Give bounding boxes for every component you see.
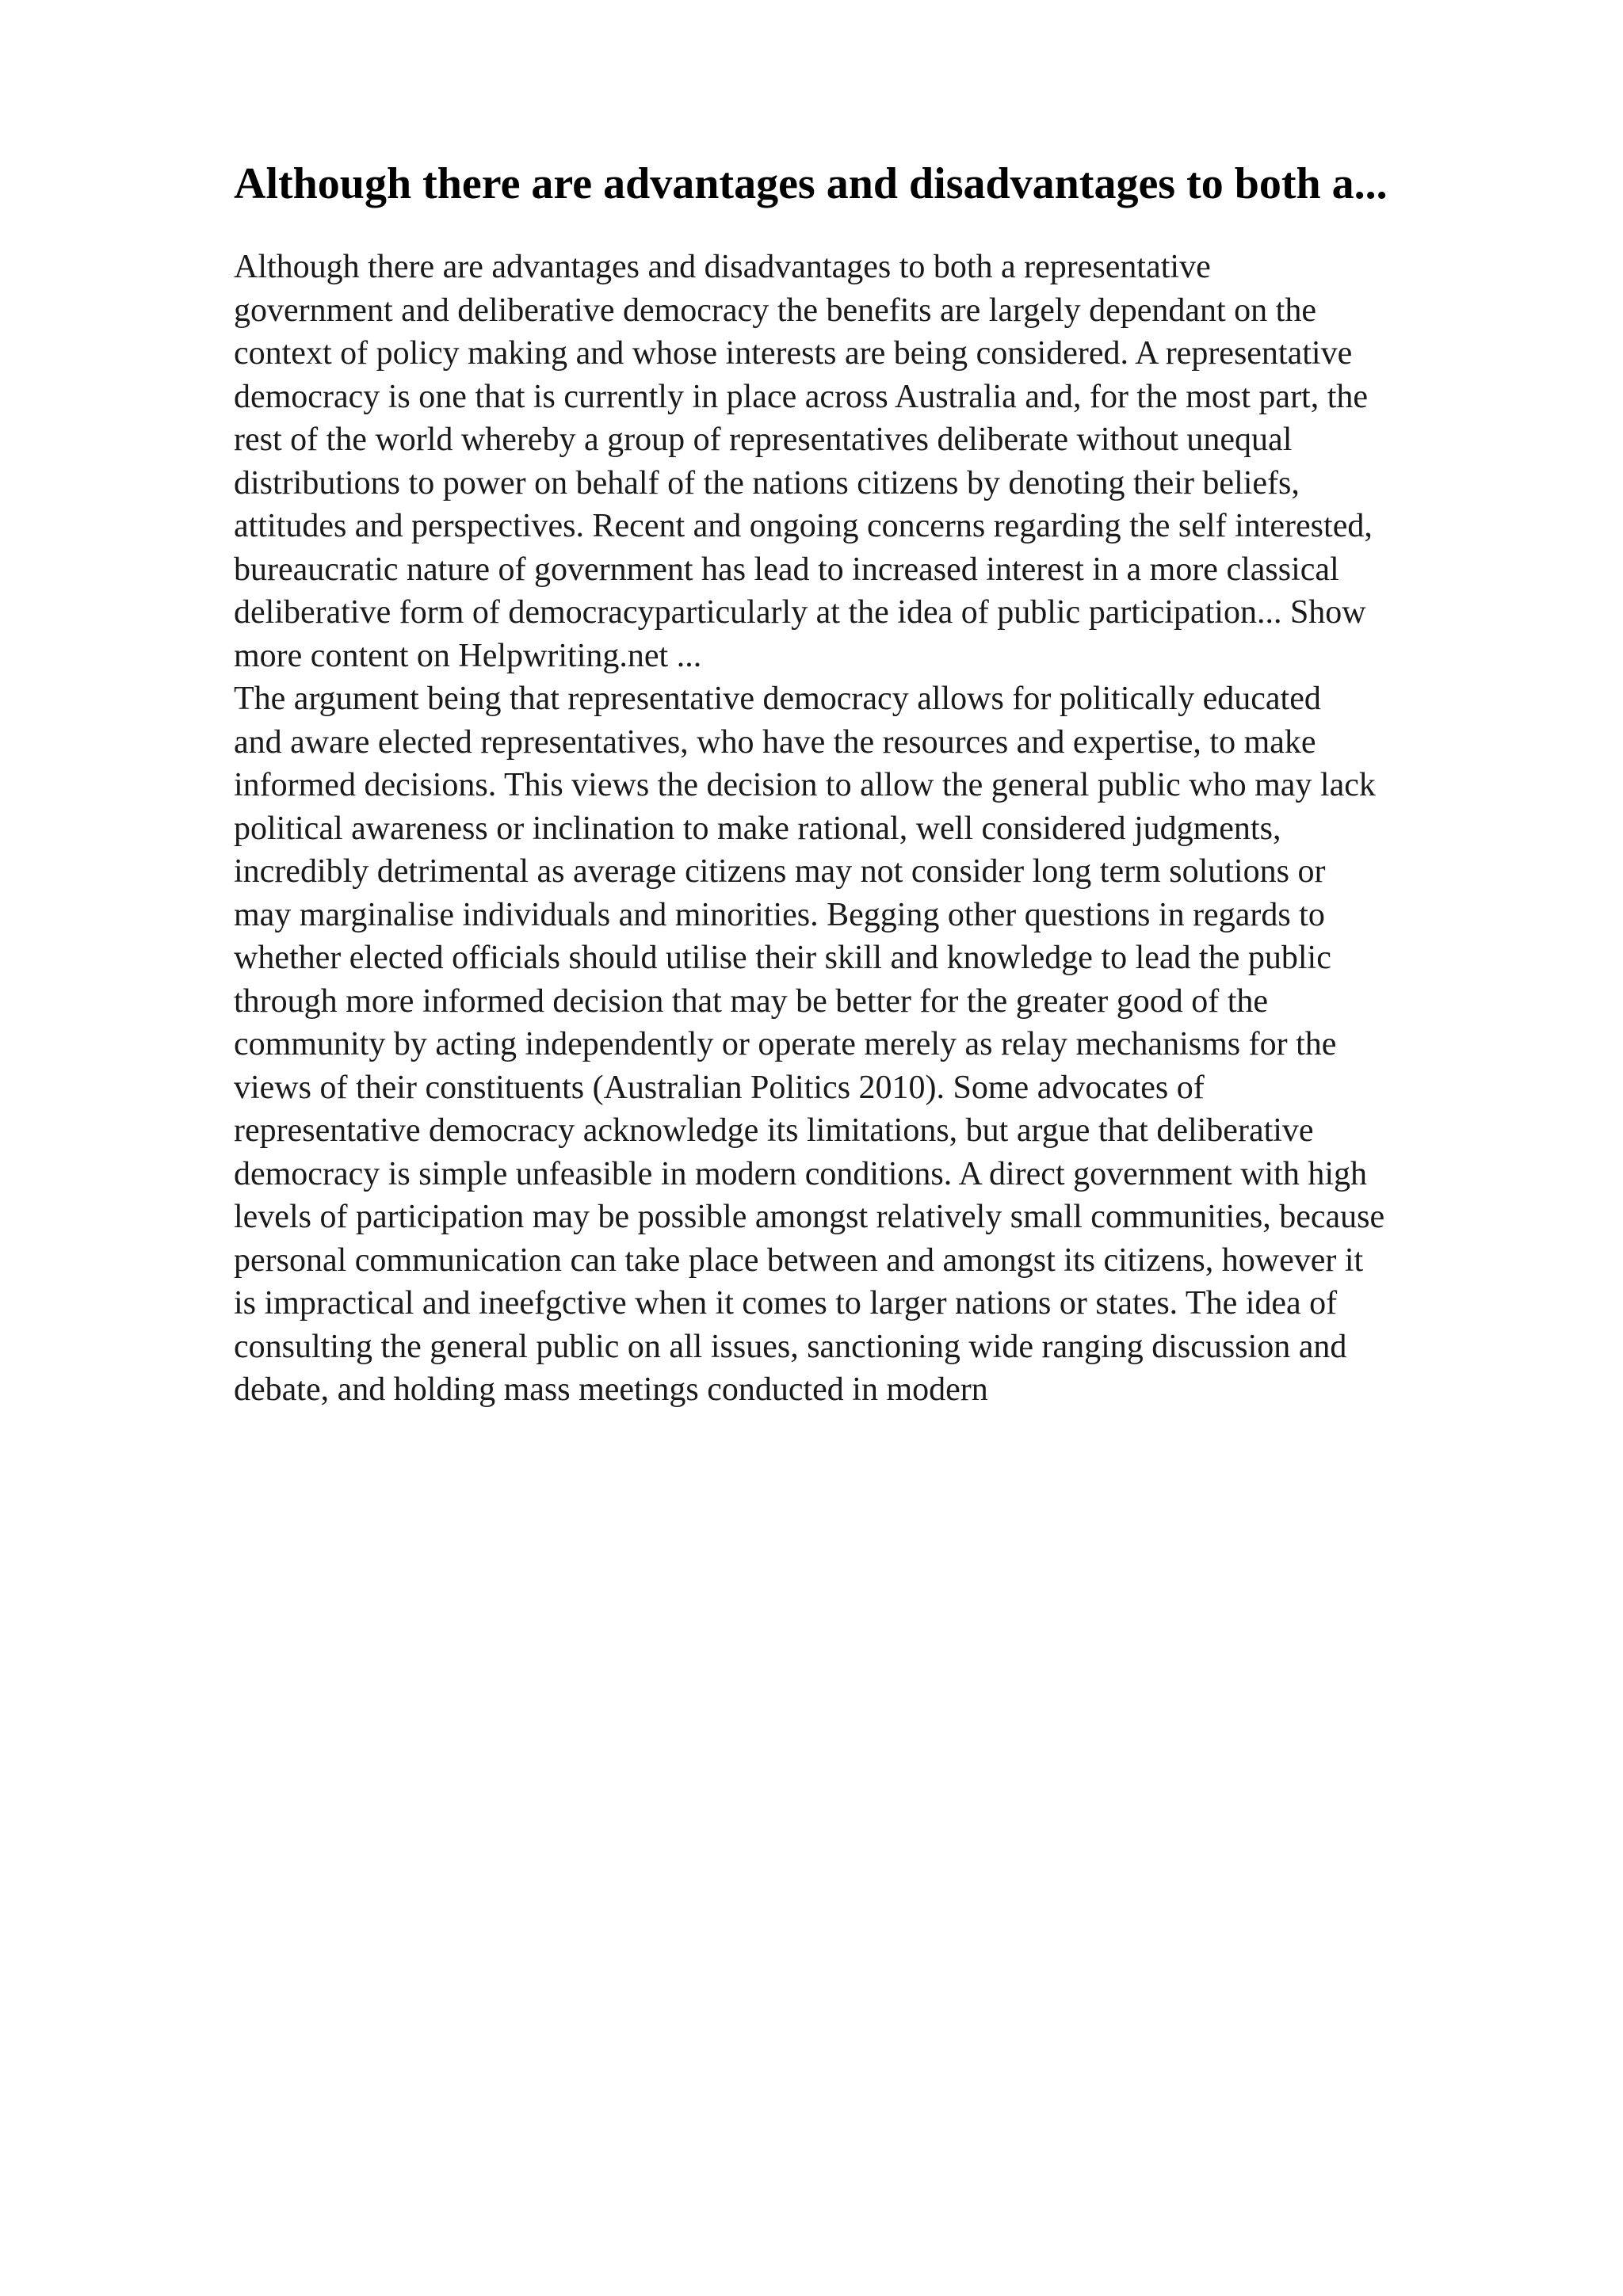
document-title: Although there are advantages and disadvantages to both a... [234,159,1388,208]
text-line: attitudes and perspectives. Recent and ongoing concerns regarding the self interested, [234,508,1373,544]
text-line: government and deliberative democracy the benefits are largely dependant on the [234,292,1316,329]
text-line: representative democracy acknowledge its limitations, but argue that deliberative [234,1112,1314,1149]
text-line: context of policy making and whose interests are being considered. A representative [234,335,1353,372]
text-line: views of their constituents (Australian Politics 2010). Some advocates of [234,1069,1205,1106]
text-line: may marginalise individuals and minorities. Begging other questions in regards to [234,896,1325,933]
text-line: debate, and holding mass meetings conducted in modern [234,1371,988,1408]
text-line: distributions to power on behalf of the nations citizens by denoting their beliefs, [234,464,1300,502]
text-line: community by acting independently or operate merely as relay mechanisms for the [234,1026,1337,1062]
text-line: through more informed decision that may be better for the greater good of the [234,982,1269,1020]
text-line: political awareness or inclination to make rational, well considered judgments, [234,810,1281,847]
text-line: deliberative form of democracyparticularly at the idea of public participation... Show [234,594,1366,631]
text-line: bureaucratic nature of government has lead to increased interest in a more classical [234,551,1339,588]
text-line: more content on Helpwriting.net ... [234,637,702,674]
text-line: incredibly detrimental as average citizens may not consider long term solutions or [234,853,1326,890]
text-line: The argument being that representative democracy allows for politically educated [234,681,1321,717]
document-body [234,246,1597,1412]
text-line: democracy is simple unfeasible in modern conditions. A direct government with high [234,1155,1368,1192]
text-line: rest of the world whereby a group of representatives deliberate without unequal [234,421,1293,458]
text-line: informed decisions. This views the decision to allow the general public who may lack [234,767,1376,803]
text-line: levels of participation may be possible amongst relatively small communities, because [234,1199,1385,1235]
text-line: consulting the general public on all issues, sanctioning wide ranging discussion and [234,1328,1347,1365]
text-line: democracy is one that is currently in place across Australia and, for the most part, the [234,378,1369,415]
text-line: personal communication can take place between and amongst its citizens, however it [234,1241,1364,1279]
text-line: is impractical and ineefgctive when it comes to larger nations or states. The idea of [234,1285,1338,1322]
text-line: Although there are advantages and disadvantages to both a representative [234,249,1211,285]
text-line: whether elected officials should utilise their skill and knowledge to lead the public [234,940,1331,976]
text-line: and aware elected representatives, who have the resources and expertise, to make [234,723,1316,761]
